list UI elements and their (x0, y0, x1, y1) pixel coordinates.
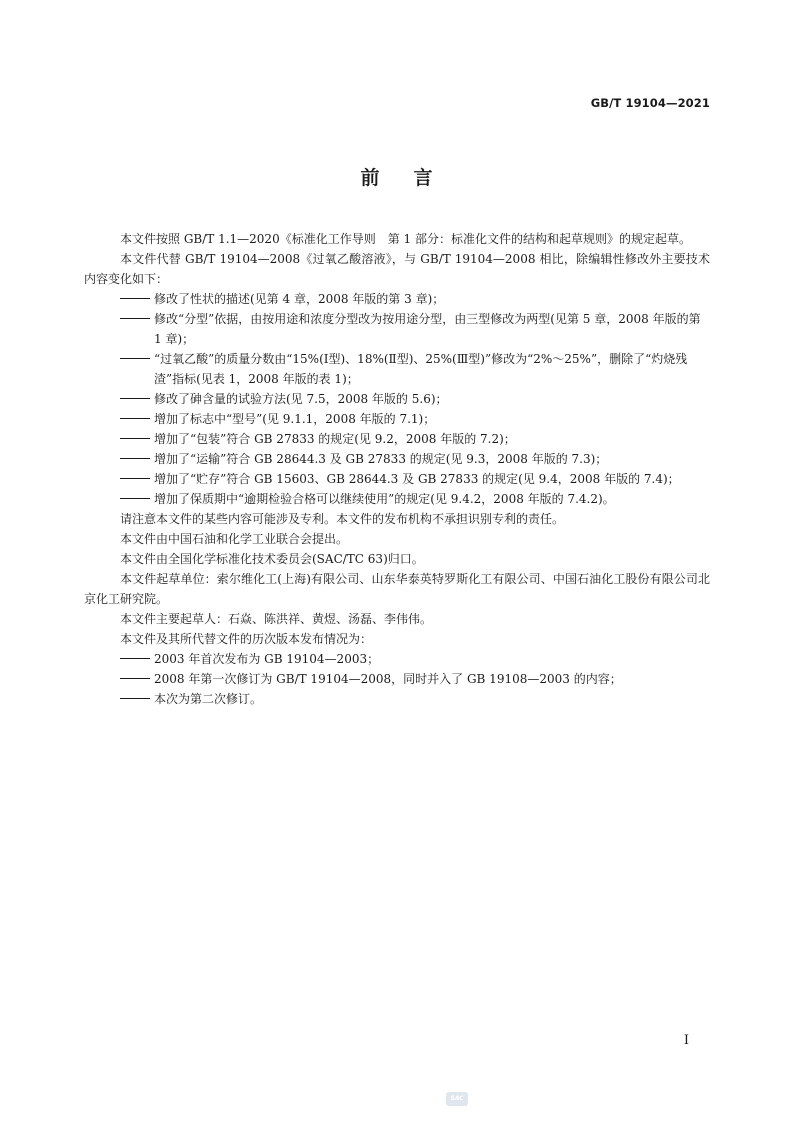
dash-mark (120, 489, 154, 509)
standard-code: GB/T 19104—2021 (590, 96, 710, 110)
change-item (84, 429, 710, 449)
history-item-text: 2003 年首次发布为 GB 19104—2003； (154, 652, 380, 666)
change-item-text: 增加了保质期中“逾期检验合格可以继续使用”的规定(见 9.4.2，2008 年版的 7.4.2)。 (154, 492, 615, 506)
paragraph-replacement: 本文件代替 GB/T 19104—2008《过氧乙酸溶液》，与 GB/T 19104—2008 相比，除编辑性修改外主要技术内容变化如下： (84, 252, 710, 286)
page-title (0, 163, 793, 190)
change-item-text: 修改了砷含量的试验方法(见 7.5，2008 年版的 5.6)； (154, 392, 448, 406)
change-item (84, 449, 710, 469)
history-item-text: 本次为第二次修订。 (154, 692, 263, 706)
change-item (84, 469, 710, 489)
paragraph-proposer: 本文件由中国石油和化学工业联合会提出。 (120, 532, 349, 546)
dash-mark (120, 469, 154, 489)
change-item (84, 289, 710, 309)
history-item (84, 689, 710, 709)
history-item (84, 649, 710, 669)
dash-mark (120, 389, 154, 409)
change-item-text: 增加了“包装”符合 GB 27833 的规定(见 9.2，2008 年版的 7.2)； (154, 432, 516, 446)
paragraph-history-intro: 本文件及其所代替文件的历次版本发布情况为： (120, 632, 373, 646)
change-item-text: 增加了“运输”符合 GB 28644.3 及 GB 27833 的规定(见 9.3，2008 年版的 7.3)； (154, 452, 608, 466)
dash-mark (120, 449, 154, 469)
history-item (84, 669, 710, 689)
change-item (84, 489, 710, 509)
change-item-text: 增加了标志中“型号”(见 9.1.1，2008 年版的 7.1)； (154, 412, 436, 426)
title-char-2: 言 (413, 167, 433, 189)
sac-logo: SAC (446, 1092, 468, 1106)
title-char-1: 前 (360, 167, 380, 189)
dash-mark (120, 349, 154, 369)
paragraph-committee: 本文件由全国化学标准化技术委员会(SAC/TC 63)归口。 (120, 552, 424, 566)
paragraph-drafting-units: 本文件起草单位：索尔维化工(上海)有限公司、山东华泰英特罗斯化工有限公司、中国石油化工股份有限公司北京化工研究院。 (84, 572, 710, 606)
change-item (84, 309, 710, 349)
paragraph-drafters: 本文件主要起草人：石焱、陈洪祥、黄煜、汤磊、李伟伟。 (120, 612, 433, 626)
dash-mark (120, 429, 154, 449)
change-item (84, 349, 710, 389)
dash-mark (120, 289, 154, 309)
change-item-text: 修改“分型”依据，由按用途和浓度分型改为按用途分型，由三型修改为两型(见第 5 章，2008 年版的第 1 章)； (154, 312, 701, 346)
paragraph-drafting-rules: 本文件按照 GB/T 1.1—2020《标准化工作导则 第 1 部分：标准化文件的结构和起草规则》的规定起草。 (120, 232, 691, 246)
dash-mark (120, 649, 154, 669)
change-item (84, 389, 710, 409)
dash-mark (120, 689, 154, 709)
history-item-text: 2008 年第一次修订为 GB/T 19104—2008，同时并入了 GB 19108—2003 的内容； (154, 672, 622, 686)
paragraph-patent-notice: 请注意本文件的某些内容可能涉及专利。本文件的发布机构不承担识别专利的责任。 (120, 512, 565, 526)
change-item-text: 修改了性状的描述(见第 4 章，2008 年版的第 3 章)； (154, 292, 445, 306)
change-item-text: “过氧乙酸”的质量分数由“15%(Ⅰ型)、18%(Ⅱ型)、25%(Ⅲ型)”修改为“2%～25%”，删除了“灼烧残渣”指标(见表 1，2008 年版的表 1)； (154, 352, 688, 386)
page-number: I (683, 1033, 689, 1048)
dash-mark (120, 409, 154, 429)
change-item-text: 增加了“贮存”符合 GB 15603、GB 28644.3 及 GB 27833 的规定(见 9.4，2008 年版的 7.4)； (154, 472, 680, 486)
dash-mark (120, 669, 154, 689)
change-item (84, 409, 710, 429)
document-body (84, 229, 710, 709)
dash-mark (120, 309, 154, 329)
